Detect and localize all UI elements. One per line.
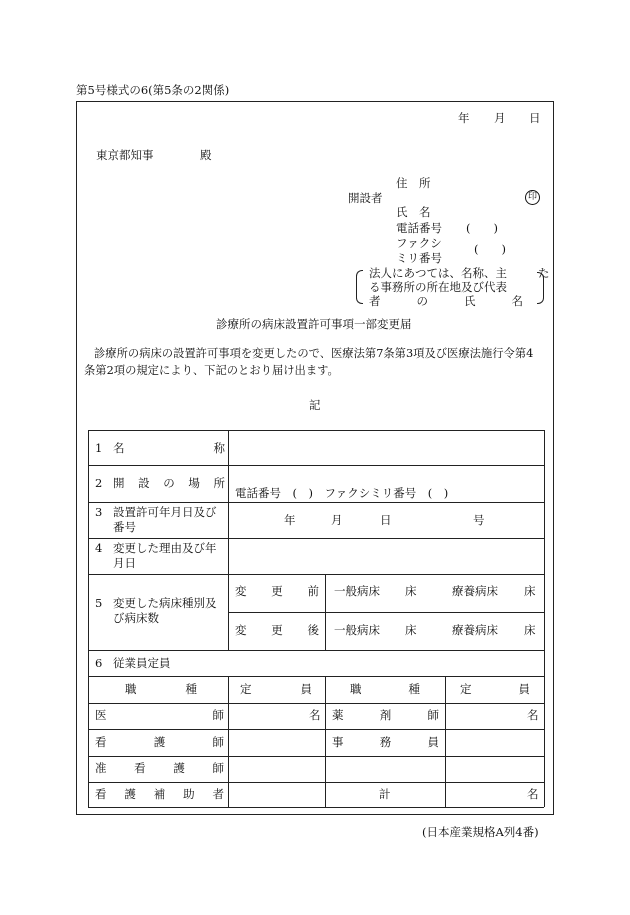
staff-pharmacist-unit: 名 (527, 708, 539, 722)
row6-num: 6 (95, 656, 103, 670)
fax-paren: ( ) (474, 242, 506, 256)
staff-header-count-right: 定 員 (460, 682, 530, 696)
row5-before-label: 変 更 前 (235, 584, 319, 598)
date-year: 年 (458, 111, 470, 125)
staff-job-pharmacist: 薬 剤 師 (332, 708, 439, 722)
staff-job-clerk: 事 務 員 (332, 735, 439, 749)
addressee-name: 東京都知事 (96, 148, 154, 162)
staff-job-nursing-aide: 看 護 補 助 者 (95, 787, 224, 801)
form-id: 第5号様式の6(第5条の2関係) (76, 83, 230, 97)
staff-total-label: 計 (379, 787, 391, 801)
row3-num: 3 (95, 505, 103, 519)
staff-job-nurse: 看 護 師 (95, 735, 224, 749)
row4-label-line1: 変更した理由及び年 (113, 541, 217, 555)
row1-num: 1 (95, 441, 103, 455)
corp-note-tail: た (538, 266, 550, 280)
row2-contact: 電話番号 ( ) ファクシミリ番号 ( ) (235, 486, 449, 500)
staff-header-job-left: 職 種 (125, 682, 197, 696)
row5-label-line1: 変更した病床種別及 (113, 596, 217, 610)
row2-label: 開 設 の 場 所 (113, 476, 225, 490)
row5-after-general: 一般病床 (334, 623, 380, 637)
body-line1: 診療所の病床の設置許可事項を変更したので、医療法第7条第3項及び医療法施行令第4 (94, 347, 534, 360)
left-brace (356, 270, 363, 304)
row3-label-line1: 設置許可年月日及び (113, 505, 217, 519)
row2-num: 2 (95, 476, 103, 490)
phone-paren: ( ) (466, 221, 498, 235)
date-day: 日 (529, 111, 541, 125)
row1-label: 名 称 (113, 441, 225, 455)
corp-note-line2: る事務所の所在地及び代表 (369, 280, 507, 294)
row3-day: 日 (380, 513, 392, 527)
seal-mark: 印 (525, 190, 540, 205)
fax-line2: ミリ番号 (396, 251, 442, 265)
applicant-phone: 電話番号 (396, 221, 442, 235)
addressee-honorific: 殿 (200, 148, 212, 162)
row5-after-general-unit: 床 (405, 623, 417, 637)
body-line2: 条第2項の規定により、下記のとおり届け出ます。 (84, 364, 339, 377)
row3-number: 号 (473, 513, 485, 527)
corp-note-line3: 者 の 氏 名 (369, 294, 523, 308)
row6-label: 従業員定員 (113, 656, 171, 670)
staff-header-count-left: 定 員 (240, 682, 312, 696)
staff-job-assistant-nurse: 准 看 護 師 (95, 761, 224, 775)
row3-month: 月 (331, 513, 343, 527)
corp-note-line1: 法人にあつては、名称、主 (369, 266, 507, 280)
row5-before-care-unit: 床 (524, 584, 536, 598)
row5-label-line2: び病床数 (113, 611, 159, 625)
row3-year: 年 (284, 513, 296, 527)
date-month: 月 (494, 111, 506, 125)
paper-size-note: (日本産業規格A列4番) (422, 825, 539, 839)
applicant-address: 住 所 (396, 176, 431, 190)
applicant-name: 氏 名 (396, 205, 431, 219)
fax-line1: ファクシ (396, 236, 442, 250)
row5-num: 5 (95, 596, 103, 610)
row5-before-general: 一般病床 (334, 584, 380, 598)
staff-job-doctor: 医 師 (95, 708, 224, 722)
staff-header-job-right: 職 種 (350, 682, 420, 696)
staff-total-unit: 名 (527, 787, 539, 801)
row5-after-label: 変 更 後 (235, 623, 319, 637)
ki-marker: 記 (309, 398, 321, 412)
staff-doctor-unit: 名 (309, 708, 321, 722)
row5-before-care: 療養病床 (452, 584, 498, 598)
row4-num: 4 (95, 541, 103, 555)
row3-label-line2: 番号 (113, 520, 136, 534)
row4-label-line2: 月日 (113, 556, 136, 570)
row5-after-care: 療養病床 (452, 623, 498, 637)
applicant-role: 開設者 (348, 191, 383, 205)
row5-after-care-unit: 床 (524, 623, 536, 637)
row5-before-general-unit: 床 (405, 584, 417, 598)
form-title: 診療所の病床設置許可事項一部変更届 (216, 317, 412, 331)
